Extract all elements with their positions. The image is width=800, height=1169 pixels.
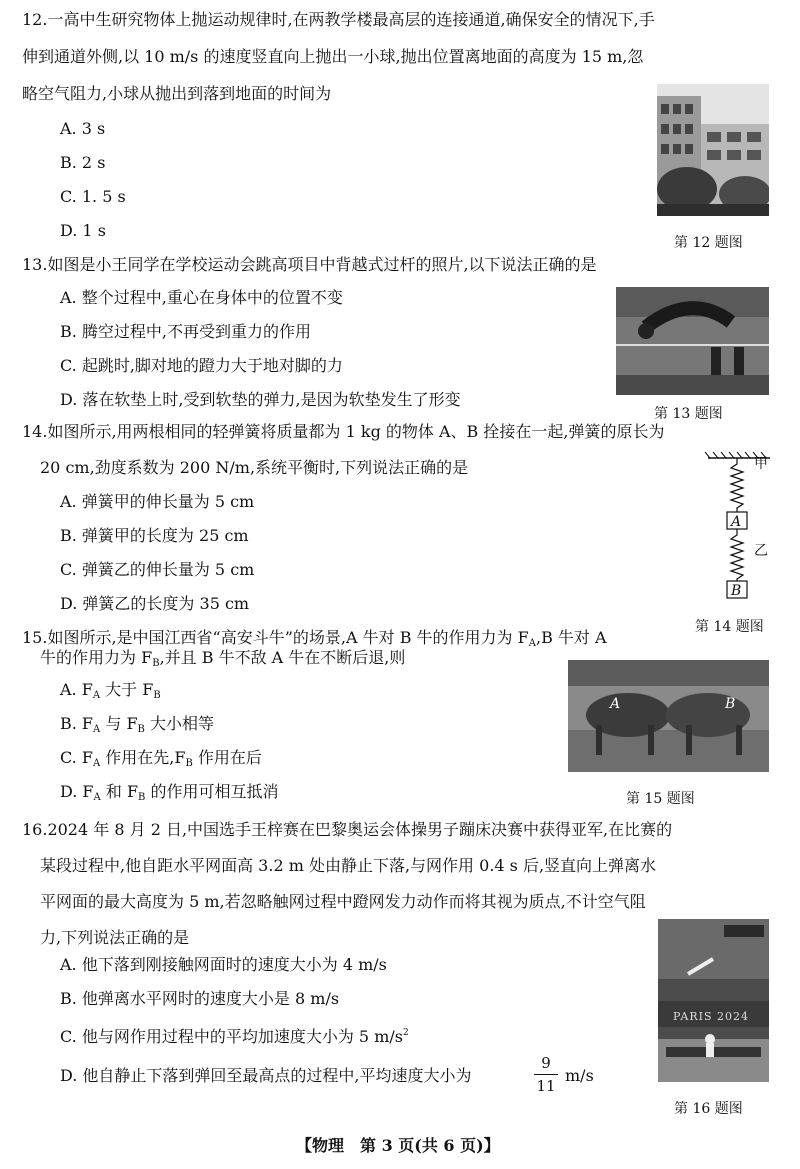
q12-figure-photo [657, 84, 769, 216]
q16-fraction-numerator: 9 [541, 1054, 551, 1072]
q14-option-d: D. 弹簧乙的长度为 35 cm [60, 594, 250, 613]
q13-stem-line1: 13.如图是小王同学在学校运动会跳高项目中背越式过杆的照片,以下说法正确的是 [22, 255, 597, 274]
q16-option-a: A. 他下落到刚接触网面时的速度大小为 4 m/s [60, 955, 387, 974]
q15-stem-line1: 15.如图所示,是中国江西省“高安斗牛”的场景,A 牛对 B 牛的作用力为 $F_A,B$ 牛对 A [22, 628, 607, 649]
q16-option-d-unit: m/s [565, 1066, 594, 1085]
q15-figure-photo [568, 660, 769, 772]
q15-option-a: A. $F_A$ 大于 $F_B$ [60, 680, 161, 701]
q14-label-yi: 乙 [754, 543, 768, 559]
q15-option-d: D. $F_A$ 和 $F_B$ 的作用可相互抵消 [60, 782, 279, 803]
q13-option-a: A. 整个过程中,重心在身体中的位置不变 [60, 288, 343, 307]
q14-stem-line2: 20 cm,劲度系数为 200 N/m,系统平衡时,下列说法正确的是 [40, 458, 469, 477]
q16-figure-caption: 第 16 题图 [674, 1101, 743, 1117]
q16-option-c: C. 他与网作用过程中的平均加速度大小为 5 $m/s^2$ [60, 1027, 409, 1046]
q15-photo-label-a: A [610, 696, 621, 712]
q15-stem-line2: 牛的作用力为 $F_B$,并且 B 牛不敌 A 牛在不断后退,则 [40, 648, 406, 669]
q12-stem-line1: 12.一高中生研究物体上抛运动规律时,在两教学楼最高层的连接通道,确保安全的情况下,手 [22, 10, 655, 29]
q14-option-c: C. 弹簧乙的伸长量为 5 cm [60, 560, 255, 579]
q12-figure-caption: 第 12 题图 [674, 235, 743, 251]
q12-option-a: A. 3 s [60, 119, 106, 138]
q14-figure-caption: 第 14 题图 [695, 619, 764, 635]
q12-option-c: C. 1. 5 s [60, 187, 126, 206]
q12-stem-line3: 略空气阻力,小球从抛出到落到地面的时间为 [22, 84, 332, 103]
q15-photo-label-b: B [725, 696, 736, 712]
q14-option-b: B. 弹簧甲的长度为 25 cm [60, 526, 249, 545]
q12-option-b: B. 2 s [60, 153, 106, 172]
q14-block-a-label: A [731, 514, 742, 530]
q16-stem-line3: 平网面的最大高度为 5 m,若忽略触网过程中蹬网发力动作而将其视为质点,不计空气阻 [40, 892, 646, 911]
q14-option-a: A. 弹簧甲的伸长量为 5 cm [60, 492, 255, 511]
q13-figure-photo [616, 287, 769, 395]
q12-stem-line2: 伸到通道外侧,以 10 m/s 的速度竖直向上抛出一小球,抛出位置离地面的高度为 15 m,忽 [22, 47, 644, 66]
q13-figure-caption: 第 13 题图 [654, 406, 723, 422]
q15-figure-caption: 第 15 题图 [626, 791, 695, 807]
q15-option-c: C. $F_A$ 作用在先$,F_B$ 作用在后 [60, 748, 262, 769]
q16-fraction-bar [534, 1074, 558, 1075]
q16-stem-line1: 16.2024 年 8 月 2 日,中国选手王梓赛在巴黎奥运会体操男子蹦床决赛中获得亚军,在比赛的 [22, 820, 673, 839]
q16-figure-photo [658, 919, 769, 1082]
q14-stem-line1: 14.如图所示,用两根相同的轻弹簧将质量都为 1 kg 的物体 A、B 拴接在一起,弹簧的原长为 [22, 422, 665, 441]
q16-stem-line2: 某段过程中,他自距水平网面高 3.2 m 处由静止下落,与网作用 0.4 s 后,竖直向上弹离水 [40, 856, 657, 875]
q16-option-d: D. 他自静止下落到弹回至最高点的过程中,平均速度大小为 [60, 1066, 472, 1085]
q16-stem-line4: 力,下列说法正确的是 [40, 928, 190, 947]
q16-photo-screen-text: PARIS 2024 [673, 1010, 749, 1023]
q13-option-d: D. 落在软垫上时,受到软垫的弹力,是因为软垫发生了形变 [60, 390, 461, 409]
q16-fraction-denominator: 11 [536, 1077, 556, 1095]
q13-option-c: C. 起跳时,脚对地的蹬力大于地对脚的力 [60, 356, 343, 375]
q12-option-d: D. 1 s [60, 221, 106, 240]
q13-option-b: B. 腾空过程中,不再受到重力的作用 [60, 322, 312, 341]
q14-block-b-label: B [731, 583, 742, 599]
q16-option-b: B. 他弹离水平网时的速度大小是 8 m/s [60, 989, 340, 1008]
q14-label-jia: 甲 [754, 456, 768, 472]
q15-option-b: B. $F_A$ 与 $F_B$ 大小相等 [60, 714, 214, 735]
page-footer: 【物理 第 3 页(共 6 页)】 [296, 1136, 500, 1155]
